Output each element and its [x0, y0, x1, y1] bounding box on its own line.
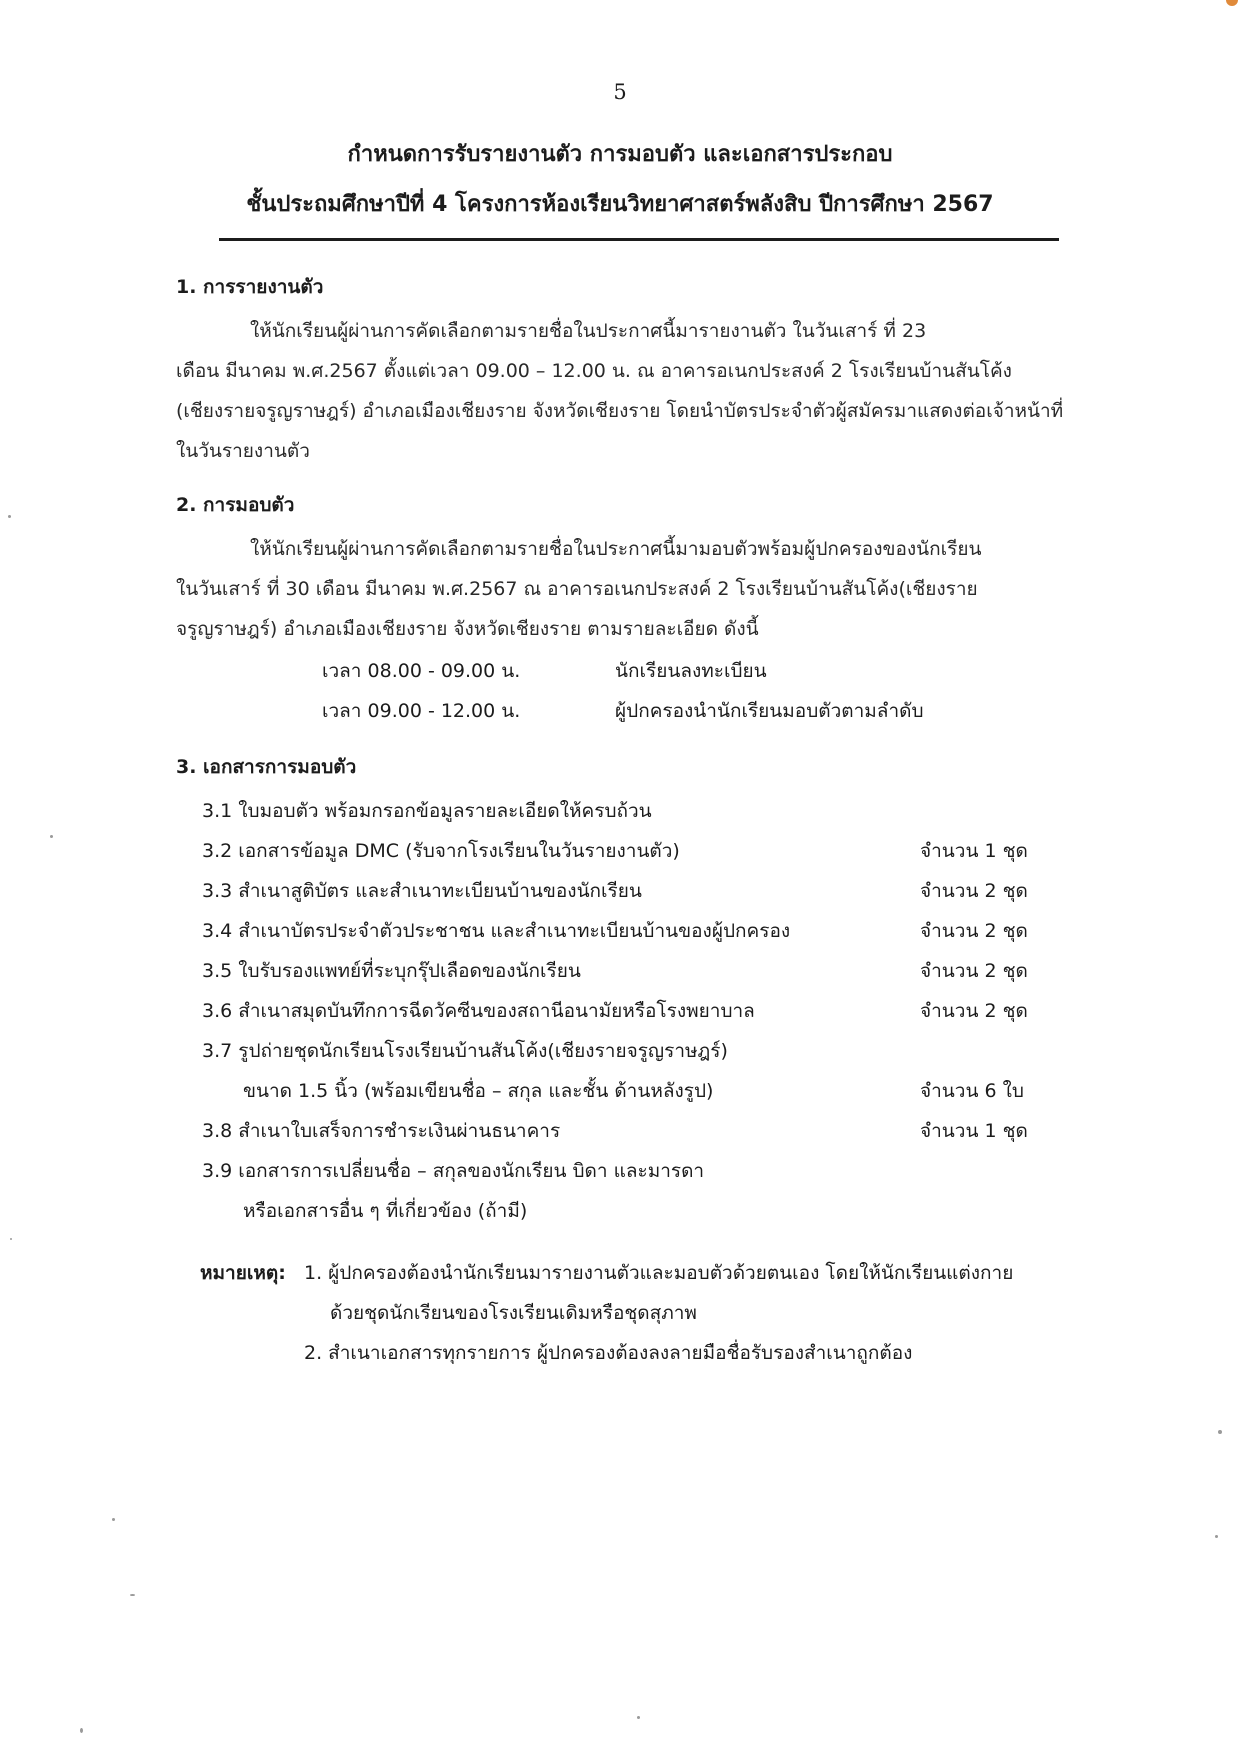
schedule-time-1: เวลา 08.00 - 09.00 น. — [322, 660, 521, 682]
document-item-3-7-detail: ขนาด 1.5 นิ้ว (พร้อมเขียนชื่อ – สกุล และชั้น ด้านหลังรูป) — [243, 1080, 714, 1102]
section-2-heading: 2. การมอบตัว — [176, 494, 295, 516]
document-item-3-7: 3.7 รูปถ่ายชุดนักเรียนโรงเรียนบ้านสันโค้ง(เชียงรายจรูญราษฎร์) — [202, 1040, 728, 1062]
document-item-3-3: 3.3 สำเนาสูติบัตร และสำเนาทะเบียนบ้านของนักเรียน — [202, 880, 642, 902]
document-title-line-2: ชั้นประถมศึกษาปีที่ 4 โครงการห้องเรียนวิทยาศาสตร์พลังสิบ ปีการศึกษา 2567 — [246, 192, 994, 217]
section-1-line-3: (เชียงรายจรูญราษฎร์) อำเภอเมืองเชียงราย จังหวัดเชียงราย โดยนำบัตรประจำตัวผู้สมัครมาแสดงต่อเจ้าหน้าที่ — [176, 400, 1064, 422]
scan-speck — [50, 835, 53, 838]
document-item-3-2: 3.2 เอกสารข้อมูล DMC (รับจากโรงเรียนในวันรายงานตัว) — [202, 840, 680, 862]
document-qty-3-6: จำนวน 2 ชุด — [920, 1000, 1028, 1022]
note-2: 2. สำเนาเอกสารทุกรายการ ผู้ปกครองต้องลงลายมือชื่อรับรองสำเนาถูกต้อง — [304, 1342, 913, 1364]
scan-speck — [130, 1594, 135, 1596]
document-item-3-4: 3.4 สำเนาบัตรประจำตัวประชาชน และสำเนาทะเบียนบ้านของผู้ปกครอง — [202, 920, 791, 942]
schedule-activity-1: นักเรียนลงทะเบียน — [615, 660, 767, 682]
document-qty-3-7: จำนวน 6 ใบ — [920, 1080, 1024, 1102]
scan-speck — [1215, 1535, 1218, 1538]
section-1-line-2: เดือน มีนาคม พ.ศ.2567 ตั้งแต่เวลา 09.00 – 12.00 น. ณ อาคารอเนกประสงค์ 2 โรงเรียนบ้านสันโค้ง — [176, 360, 1012, 382]
note-1-line-2: ด้วยชุดนักเรียนของโรงเรียนเดิมหรือชุดสุภาพ — [330, 1302, 697, 1324]
document-item-3-8: 3.8 สำเนาใบเสร็จการชำระเงินผ่านธนาคาร — [202, 1120, 561, 1142]
scan-speck — [1218, 1430, 1222, 1434]
document-qty-3-4: จำนวน 2 ชุด — [920, 920, 1028, 942]
document-qty-3-3: จำนวน 2 ชุด — [920, 880, 1028, 902]
document-item-3-6: 3.6 สำเนาสมุดบันทึกการฉีดวัคซีนของสถานีอนามัยหรือโรงพยาบาล — [202, 1000, 755, 1022]
section-1-line-4: ในวันรายงานตัว — [176, 440, 310, 462]
scan-speck — [112, 1518, 115, 1521]
scan-speck — [637, 1716, 640, 1719]
document-item-3-5: 3.5 ใบรับรองแพทย์ที่ระบุกรุ๊ปเลือดของนักเรียน — [202, 960, 581, 982]
schedule-activity-2: ผู้ปกครองนำนักเรียนมอบตัวตามลำดับ — [615, 700, 924, 722]
notes-label: หมายเหตุ: — [200, 1262, 286, 1284]
section-1-heading: 1. การรายงานตัว — [176, 276, 324, 298]
note-1-line-1: 1. ผู้ปกครองต้องนำนักเรียนมารายงานตัวและมอบตัวด้วยตนเอง โดยให้นักเรียนแต่งกาย — [304, 1262, 1014, 1284]
section-2-line-2: ในวันเสาร์ ที่ 30 เดือน มีนาคม พ.ศ.2567 ณ อาคารอเนกประสงค์ 2 โรงเรียนบ้านสันโค้ง(เชียงราย — [176, 578, 978, 600]
section-2-line-1: ให้นักเรียนผู้ผ่านการคัดเลือกตามรายชื่อในประกาศนี้มามอบตัวพร้อมผู้ปกครองของนักเรียน — [250, 538, 982, 560]
document-item-3-9: 3.9 เอกสารการเปลี่ยนชื่อ – สกุลของนักเรียน บิดา และมารดา — [202, 1160, 705, 1182]
corner-ink-mark — [1226, 0, 1238, 6]
page-number: 5 — [613, 80, 627, 104]
document-item-3-9-detail: หรือเอกสารอื่น ๆ ที่เกี่ยวข้อง (ถ้ามี) — [243, 1200, 528, 1222]
document-qty-3-5: จำนวน 2 ชุด — [920, 960, 1028, 982]
schedule-time-2: เวลา 09.00 - 12.00 น. — [322, 700, 521, 722]
scan-speck — [10, 1238, 12, 1240]
section-3-heading: 3. เอกสารการมอบตัว — [176, 756, 357, 778]
document-title-line-1: กำหนดการรับรายงานตัว การมอบตัว และเอกสารประกอบ — [347, 142, 893, 167]
document-item-3-1: 3.1 ใบมอบตัว พร้อมกรอกข้อมูลรายละเอียดให้ครบถ้วน — [202, 800, 652, 822]
section-2-line-3: จรูญราษฎร์) อำเภอเมืองเชียงราย จังหวัดเชียงราย ตามรายละเอียด ดังนี้ — [176, 618, 759, 640]
scan-speck — [80, 1728, 83, 1733]
title-underline — [219, 238, 1059, 241]
document-qty-3-2: จำนวน 1 ชุด — [920, 840, 1028, 862]
section-1-line-1: ให้นักเรียนผู้ผ่านการคัดเลือกตามรายชื่อในประกาศนี้มารายงานตัว ในวันเสาร์ ที่ 23 — [250, 320, 927, 342]
scan-speck — [8, 515, 11, 518]
document-qty-3-8: จำนวน 1 ชุด — [920, 1120, 1028, 1142]
